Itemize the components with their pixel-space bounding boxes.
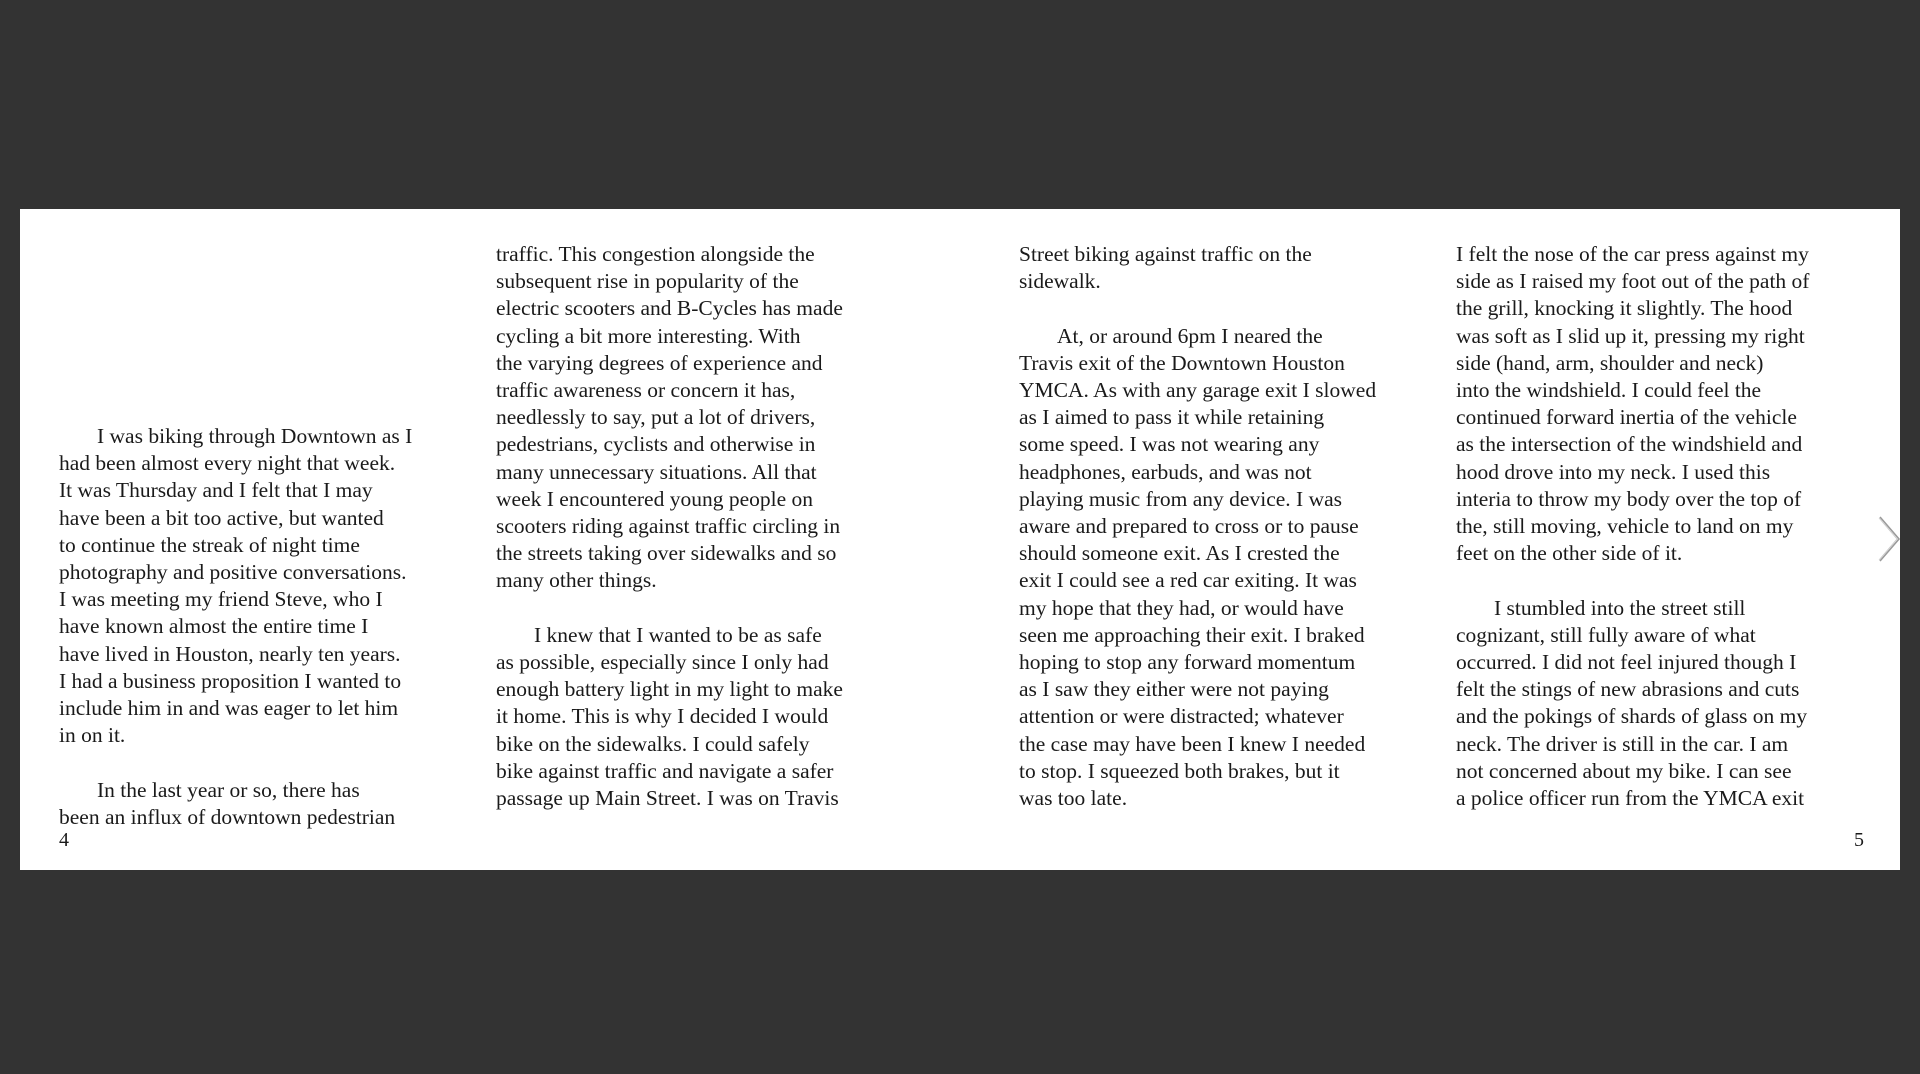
- paragraph: Street biking against traffic on the sidewalk.: [1019, 242, 1312, 294]
- right-page-column-2: [1456, 241, 1876, 831]
- paragraph: At, or around 6pm I neared the Travis exit of the Downtown Houston YMCA. As with any garage exit I slowed as I aimed to pass it while retaining some speed. I was not wearing any headphones, earbuds, and was not playing music from any device. I was aware and prepared to cross or to pause should someone exit. As I crested the exit I could see a red car exiting. It was my hope that they had, or would have seen me approaching their exit. I braked hoping to stop any forward momentum as I saw they either were not paying attention or were distracted; whatever the case may have been I knew I needed to stop. I squeezed both brakes, but it was too late.: [1019, 323, 1377, 811]
- paragraph: I felt the nose of the car press against my side as I raised my foot out of the path of the grill, knocking it slightly. The hood was soft as I slid up it, pressing my right side (hand, arm, shoulder and neck) into the windshield. I could feel the continued forward inertia of the vehicle as the intersection of the windshield and hood drove into my neck. I used this interia to throw my body over the top of the, still moving, vehicle to land on my feet on the other side of it.: [1456, 242, 1810, 566]
- left-page-column-1: [59, 241, 479, 831]
- right-page: [960, 209, 1900, 870]
- next-page-button[interactable]: [1876, 515, 1902, 563]
- paragraph: I was biking through Downtown as I had been almost every night that week. It was Thursday and I felt that I may have been a bit too active, but wanted to continue the streak of night time photography and positive conversations. I was meeting my friend Steve, who I have known almost the entire time I have lived in Houston, nearly ten years. I had a business proposition I wanted to include him in and was eager to let him in on it.: [59, 423, 413, 748]
- left-page-column-2: [496, 241, 916, 831]
- book-spread: [20, 209, 1900, 870]
- left-page: [20, 209, 960, 870]
- chevron-right-icon: [1876, 515, 1902, 563]
- page-number-left: 4: [59, 829, 69, 851]
- page-number-right: 5: [1854, 829, 1864, 851]
- paragraph: I knew that I wanted to be as safe as possible, especially since I only had enough battery light in my light to make it home. This is why I decided I would bike on the sidewalks. I could safely bike against traffic and navigate a safer passage up Main Street. I was on Travis: [496, 622, 843, 811]
- paragraph: traffic. This congestion alongside the subsequent rise in popularity of the electric scooters and B-Cycles has made cycling a bit more interesting. With the varying degrees of experience and traffic awareness or concern it has, needlessly to say, put a lot of drivers, pedestrians, cyclists and otherwise in many unnecessary situations. All that week I encountered young people on scooters riding against traffic circling in the streets taking over sidewalks and so many other things.: [496, 242, 843, 593]
- paragraph: In the last year or so, there has been an influx of downtown pedestrian: [59, 777, 396, 829]
- paragraph: I stumbled into the street still cognizant, still fully aware of what occurred. I did not feel injured though I felt the stings of new abrasions and cuts and the pokings of shards of glass on my neck. The driver is still in the car. I am not concerned about my bike. I can see a police officer run from the YMCA exit: [1456, 595, 1808, 811]
- right-page-column-1: [1019, 241, 1439, 831]
